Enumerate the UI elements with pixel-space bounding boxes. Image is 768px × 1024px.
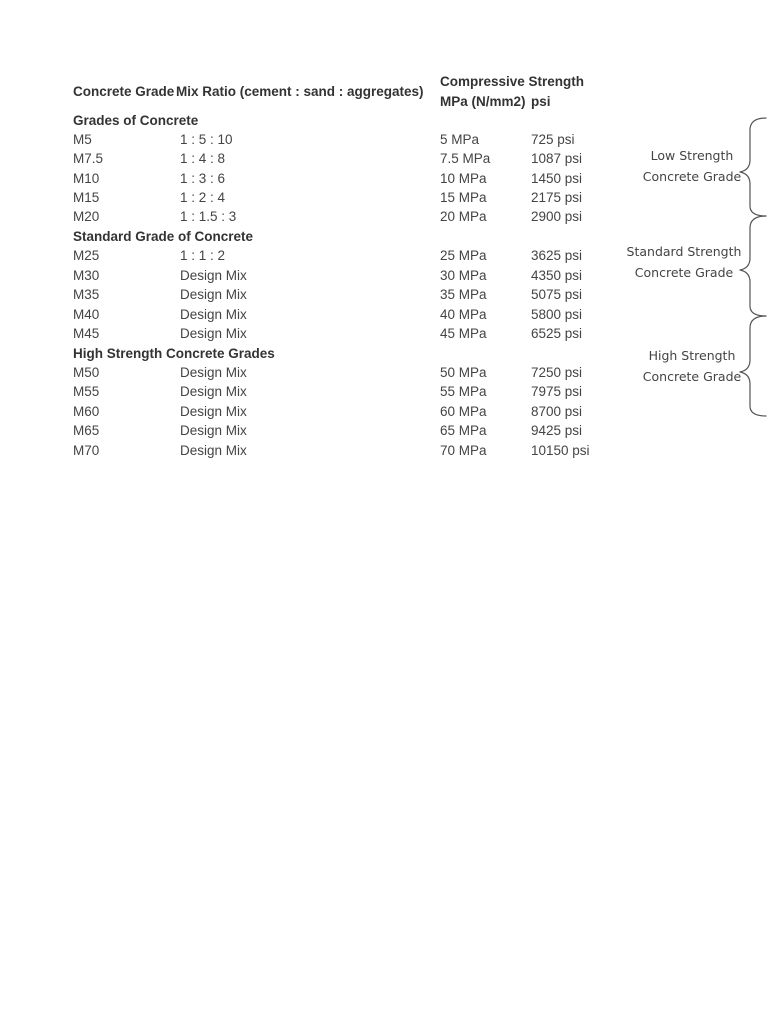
cell-mix: Design Mix [180,268,247,283]
cell-psi: 1450 psi [531,171,583,186]
cell-mix: Design Mix [180,287,247,302]
bracket-label-line: Low Strength [650,148,734,163]
cell-mpa: 7.5 MPa [440,151,491,166]
bracket-label-line: Standard Strength [626,244,742,259]
cell-psi: 5075 psi [531,287,583,302]
cell-mix: 1 : 2 : 4 [180,190,226,205]
cell-mpa: 50 MPa [440,365,487,380]
cell-psi: 10150 psi [531,443,590,458]
bracket-lines [730,110,768,430]
bracket-low [740,118,766,216]
section-title-grades: Grades of Concrete [73,113,199,128]
cell-psi: 1087 psi [531,151,583,166]
cell-psi: 725 psi [531,132,575,147]
header-mix-ratio: Mix Ratio (cement : sand : aggregates) [176,84,424,99]
cell-mpa: 60 MPa [440,404,487,419]
cell-mix: 1 : 1.5 : 3 [180,209,237,224]
cell-psi: 4350 psi [531,268,583,283]
cell-psi: 7250 psi [531,365,583,380]
cell-mpa: 25 MPa [440,248,487,263]
cell-grade: M40 [73,307,100,322]
header-grade: Concrete Grade [73,84,175,99]
cell-psi: 5800 psi [531,307,583,322]
section-title-standard: Standard Grade of Concrete [73,229,254,244]
cell-mix: Design Mix [180,384,247,399]
cell-grade: M7.5 [73,151,104,166]
cell-psi: 8700 psi [531,404,583,419]
cell-grade: M10 [73,171,100,186]
bracket-label-line: Concrete Grade [642,169,742,184]
cell-mpa: 5 MPa [440,132,480,147]
cell-mix: Design Mix [180,423,247,438]
bracket-label-line: High Strength [648,348,736,363]
cell-grade: M30 [73,268,100,283]
cell-mpa: 20 MPa [440,209,487,224]
cell-mpa: 15 MPa [440,190,487,205]
header-mpa: MPa (N/mm2) [440,94,526,109]
cell-mpa: 55 MPa [440,384,487,399]
cell-psi: 9425 psi [531,423,583,438]
bracket-label-line: Concrete Grade [634,265,734,280]
cell-mpa: 70 MPa [440,443,487,458]
cell-mix: 1 : 1 : 2 [180,248,226,263]
cell-mix: Design Mix [180,307,247,322]
cell-mix: Design Mix [180,365,247,380]
bracket-standard [740,216,766,316]
cell-grade: M35 [73,287,100,302]
cell-mix: Design Mix [180,443,247,458]
cell-mix: 1 : 4 : 8 [180,151,226,166]
cell-mpa: 30 MPa [440,268,487,283]
cell-mix: Design Mix [180,404,247,419]
cell-grade: M60 [73,404,100,419]
cell-psi: 2175 psi [531,190,583,205]
cell-psi: 6525 psi [531,326,583,341]
bracket-high [740,316,766,416]
cell-grade: M50 [73,365,100,380]
cell-grade: M15 [73,190,100,205]
cell-grade: M45 [73,326,100,341]
cell-mpa: 65 MPa [440,423,487,438]
cell-mpa: 35 MPa [440,287,487,302]
cell-psi: 2900 psi [531,209,583,224]
section-title-high: High Strength Concrete Grades [73,346,275,361]
cell-mpa: 45 MPa [440,326,487,341]
cell-mpa: 40 MPa [440,307,487,322]
cell-psi: 7975 psi [531,384,583,399]
cell-psi: 3625 psi [531,248,583,263]
bracket-label-line: Concrete Grade [642,369,742,384]
cell-mix: Design Mix [180,326,247,341]
cell-grade: M65 [73,423,100,438]
cell-grade: M70 [73,443,100,458]
cell-grade: M55 [73,384,100,399]
cell-mix: 1 : 5 : 10 [180,132,233,147]
header-compressive-strength: Compressive Strength [440,74,585,89]
cell-mpa: 10 MPa [440,171,487,186]
cell-mix: 1 : 3 : 6 [180,171,226,186]
cell-grade: M25 [73,248,100,263]
cell-grade: M5 [73,132,92,147]
cell-grade: M20 [73,209,100,224]
header-psi: psi [531,94,551,109]
